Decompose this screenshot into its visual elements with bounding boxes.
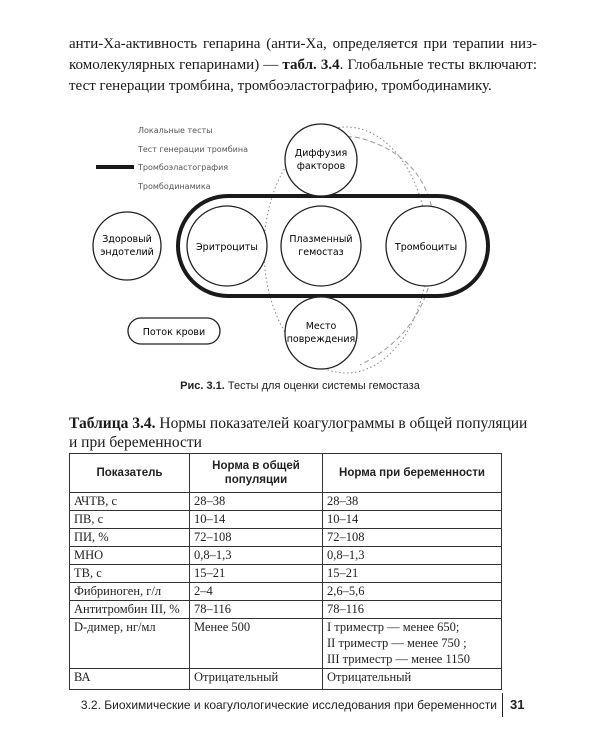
cell-pregnancy: 15–21: [323, 565, 502, 583]
node-diffusion-circle: [285, 124, 357, 196]
node-injury-label-2: повреждения: [286, 334, 356, 345]
legend-thrombin-generation: Тест генерации тромбина: [138, 145, 248, 154]
cell-indicator: ВА: [70, 669, 190, 690]
intro-text-1: анти-Ха-активность гепарина (анти-Ха, определяется при терапии низ-комолекулярных гепаринами) —: [69, 36, 537, 73]
cell-pregnancy-line: III триместр — менее 1150: [327, 652, 471, 666]
node-endothelium-circle: [93, 212, 161, 280]
table-title-text: Нормы показателей коагулограммы в общей популяции и при беременности: [69, 415, 528, 451]
cell-general: 2–4: [190, 583, 323, 601]
node-plasma-label-1: Плазменный: [289, 234, 353, 245]
page-footer: [0, 695, 600, 717]
cell-indicator: ПВ, с: [70, 511, 190, 529]
legend-thrombodynamics: Тромбодинамика: [138, 182, 211, 191]
table-row: [70, 583, 502, 601]
hemostasis-diagram: [0, 108, 600, 398]
table-reference: табл. 3.4: [282, 57, 340, 73]
cell-general: Отрицательный: [190, 669, 323, 690]
legend-thromboelastography: Тромбоэластография: [138, 163, 229, 172]
table-row: [70, 619, 502, 669]
cell-general: 28–38: [190, 493, 323, 511]
node-endothelium-label-2: эндотелий: [100, 247, 154, 258]
table-row: [70, 529, 502, 547]
node-erythrocytes-label: Эритроциты: [196, 242, 258, 253]
figure-caption-text: Тесты для оценки системы гемостаза: [224, 380, 420, 392]
header-general-norm: Норма в общей популяции: [190, 454, 323, 493]
cell-indicator: МНО: [70, 547, 190, 565]
cell-pregnancy: [323, 619, 502, 669]
cell-pregnancy: 0,8–1,3: [323, 547, 502, 565]
cell-pregnancy: 2,6–5,6: [323, 583, 502, 601]
table-title-label: Таблица 3.4.: [69, 415, 156, 432]
cell-general: 10–14: [190, 511, 323, 529]
cell-indicator: ПИ, %: [70, 529, 190, 547]
cell-general: 78–116: [190, 601, 323, 619]
table-row: [70, 565, 502, 583]
figure-caption-label: Рис. 3.1.: [180, 380, 225, 392]
figure-caption: [0, 380, 600, 392]
node-plasma-circle: [281, 206, 361, 286]
cell-indicator: ТВ, с: [70, 565, 190, 583]
cell-general: 0,8–1,3: [190, 547, 323, 565]
intro-paragraph: [69, 34, 537, 97]
legend-local-tests: Локальные тесты: [138, 126, 213, 135]
node-injury-circle: [285, 297, 357, 369]
cell-pregnancy: 72–108: [323, 529, 502, 547]
page-number: 31: [510, 697, 525, 712]
node-blood-flow-label: Поток крови: [142, 327, 206, 338]
cell-pregnancy: 78–116: [323, 601, 502, 619]
footer-separator: [502, 693, 503, 717]
node-plasma-label-2: гемостаз: [298, 247, 344, 258]
cell-indicator: D-димер, нг/мл: [70, 619, 190, 669]
cell-general: 72–108: [190, 529, 323, 547]
cell-general: 15–21: [190, 565, 323, 583]
cell-pregnancy-line: II триместр — менее 750 ;: [327, 636, 467, 650]
table-title: [69, 414, 539, 452]
cell-pregnancy: 10–14: [323, 511, 502, 529]
cell-general: Менее 500: [190, 619, 323, 669]
footer-section-title: 3.2. Биохимические и коагулологические исследования при беременности: [80, 698, 497, 712]
cell-indicator: Антитромбин III, %: [70, 601, 190, 619]
cell-pregnancy-line: I триместр — менее 650;: [327, 620, 460, 634]
node-endothelium-label-1: Здоровый: [102, 234, 152, 245]
table-row: [70, 669, 502, 690]
table-row: [70, 493, 502, 511]
table-row: [70, 511, 502, 529]
table-header-row: [70, 454, 502, 493]
node-diffusion-label-2: факторов: [296, 161, 346, 172]
node-diffusion-label-1: Диффузия: [294, 148, 348, 159]
intro-text-2: . Глобальные тесты включают: тест генерации тромбина, тромбоэластографию, тромбодинамику.: [69, 57, 538, 94]
cell-pregnancy: Отрицательный: [323, 669, 502, 690]
norms-table: [69, 453, 502, 690]
node-thrombocytes-label: Тромбоциты: [394, 242, 458, 253]
cell-indicator: АЧТВ, с: [70, 493, 190, 511]
node-injury-label-1: Место: [305, 321, 337, 332]
table-row: [70, 547, 502, 565]
header-indicator: Показатель: [70, 454, 190, 493]
cell-indicator: Фибриноген, г/л: [70, 583, 190, 601]
header-pregnancy-norm: Норма при беременности: [323, 454, 502, 493]
cell-pregnancy: 28–38: [323, 493, 502, 511]
table-row: [70, 601, 502, 619]
